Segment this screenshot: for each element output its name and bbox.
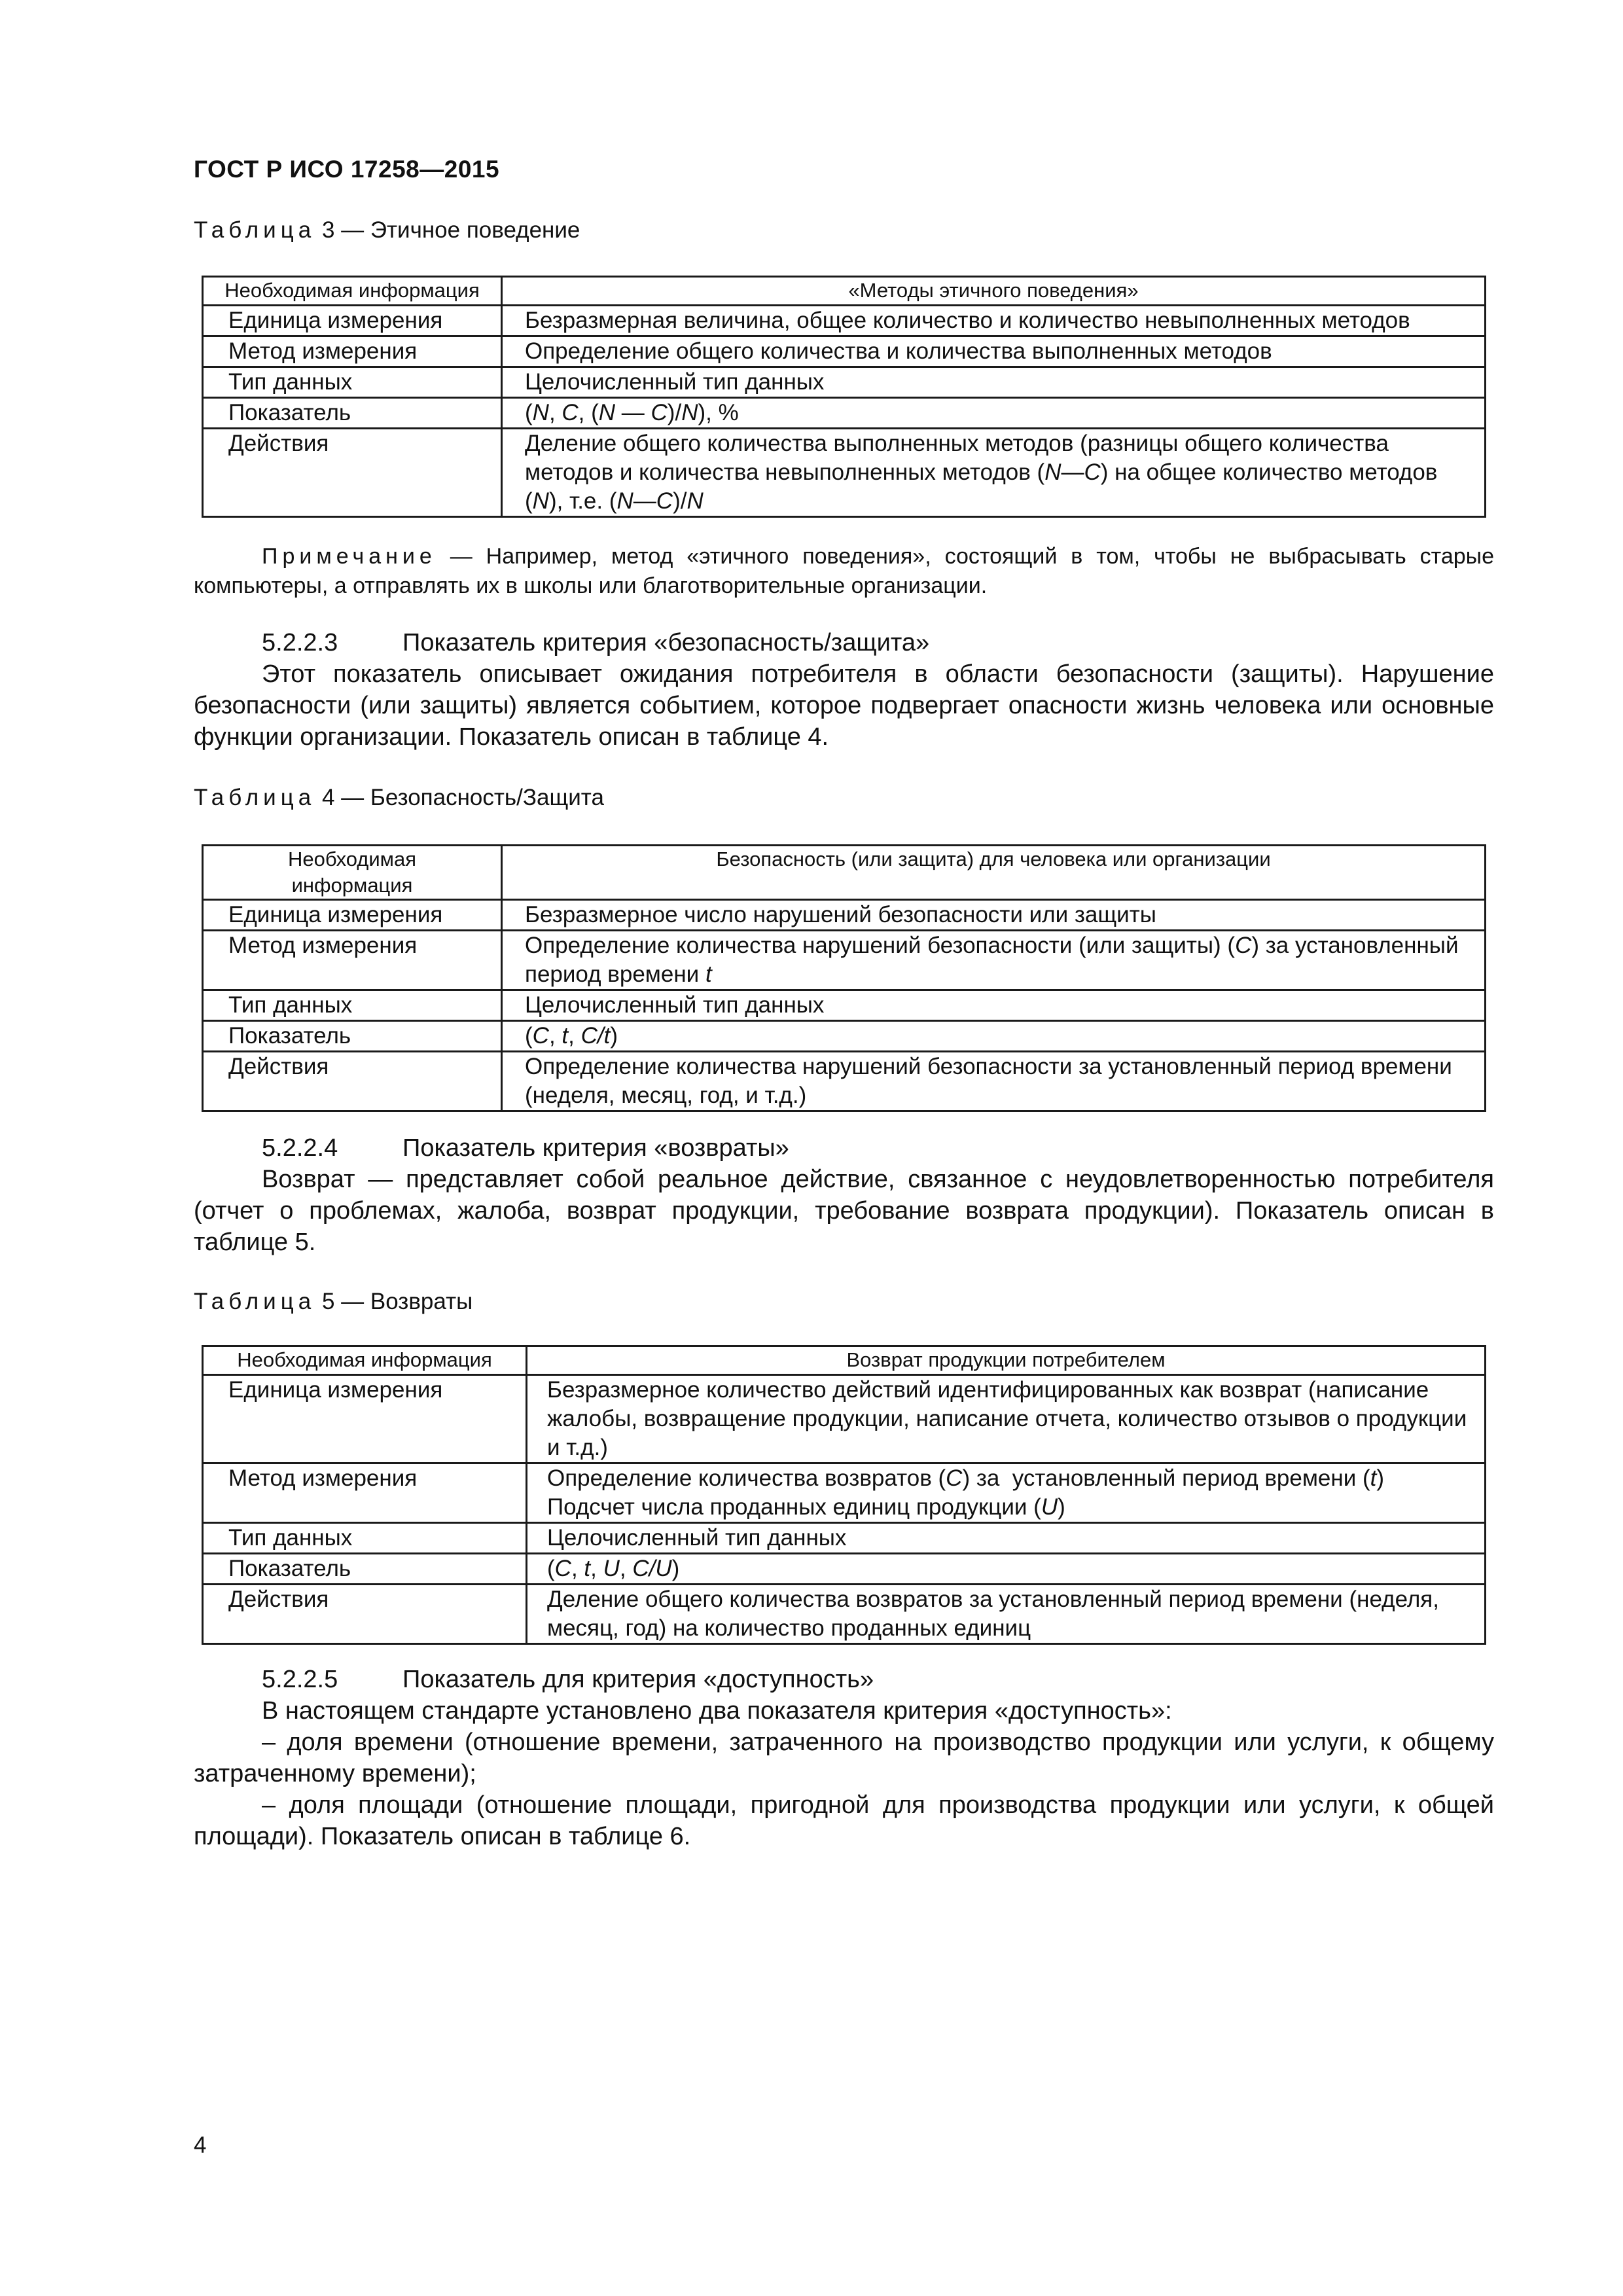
list-item: – доля времени (отношение времени, затраченного на производство продукции или услуги, к общему затраченному времени);: [194, 1729, 1494, 1787]
note-text: — Например, метод «этичного поведения», состоящий в том, чтобы не выбрасывать старые компьютеры, а отправлять их в школы или благотворительные организации.: [194, 544, 1494, 598]
table-header-cell: Необходимая информация: [203, 277, 502, 306]
row-label: Действия: [203, 1052, 502, 1111]
table-3-note: [194, 542, 1494, 601]
row-label: Единица измерения: [203, 1375, 527, 1463]
caption-prefix: Таблица: [194, 217, 316, 243]
row-label: Показатель: [203, 1021, 502, 1052]
row-value: Определение общего количества и количества выполненных методов: [502, 336, 1486, 367]
row-label: Действия: [203, 429, 502, 517]
row-label: Показатель: [203, 1554, 527, 1585]
row-label: Метод измерения: [203, 336, 502, 367]
row-value: Определение количества нарушений безопасности за установленный период времени (неделя, месяц, год, и т.д.): [502, 1052, 1486, 1111]
row-value: Безразмерное количество действий идентифицированных как возврат (написание жалобы, возвращение продукции, написание отчета, количество отзывов о продукции и т.д.): [527, 1375, 1486, 1463]
section-number: 5.2.2.3: [262, 629, 338, 656]
table-header-cell: Необходимая информация: [203, 1346, 527, 1375]
row-value: Целочисленный тип данных: [502, 367, 1486, 398]
section-number: 5.2.2.4: [262, 1134, 338, 1162]
row-label: Метод измерения: [203, 931, 502, 990]
row-label: Тип данных: [203, 990, 502, 1021]
row-value: Безразмерное число нарушений безопасности или защиты: [502, 900, 1486, 931]
row-value-line-1: Определение количества возвратов (C) за установленный период времени (t): [547, 1465, 1385, 1491]
table-4-caption: [194, 782, 604, 814]
section-title: Показатель критерия «безопасность/защита»: [402, 629, 930, 656]
row-label: Действия: [203, 1585, 527, 1644]
table-header-cell: «Методы этичного поведения»: [502, 277, 1486, 306]
section-title: Показатель для критерия «доступность»: [402, 1666, 874, 1693]
section-heading-5223: [262, 627, 929, 658]
row-value-line-2: Подсчет числа проданных единиц продукции (U): [547, 1494, 1065, 1520]
list-item: – доля площади (отношение площади, пригодной для производства продукции или услуги, к общей площади). Показатель описан в таблице 6.: [194, 1791, 1494, 1850]
table-3: [202, 276, 1486, 518]
row-value: Целочисленный тип данных: [527, 1523, 1486, 1554]
caption-text: 5 — Возвраты: [315, 1289, 473, 1314]
section-heading-5225: [262, 1664, 874, 1695]
paragraph: Возврат — представляет собой реальное действие, связанное с неудовлетворенностью потребителя (отчет о проблемах, жалоба, возврат продукции, требование возврата продукции). Показатель описан в таблице 5.: [194, 1166, 1494, 1256]
table-header-cell: Безопасность (или защита) для человека или организации: [502, 846, 1486, 900]
section-number: 5.2.2.5: [262, 1666, 338, 1693]
section-text-5225: [194, 1695, 1494, 1852]
note-prefix: Примечание: [262, 544, 437, 569]
section-text-5223: [194, 658, 1494, 753]
row-label: Показатель: [203, 398, 502, 429]
document-header: ГОСТ Р ИСО 17258—2015: [194, 156, 500, 183]
table-5: [202, 1345, 1486, 1645]
row-value: (C, t, C/t): [502, 1021, 1486, 1052]
section-heading-5224: [262, 1132, 789, 1164]
section-text-5224: [194, 1164, 1494, 1258]
caption-prefix: Таблица: [194, 1289, 316, 1314]
row-value: Деление общего количества выполненных методов (разницы общего количества методов и количества невыполненных методов (N—C) на общее количество методов (N), т.е. (N—C)/N: [502, 429, 1486, 517]
table-header-cell: Необходимая информация: [203, 846, 502, 900]
table-header-cell: Возврат продукции потребителем: [527, 1346, 1486, 1375]
row-label: Тип данных: [203, 1523, 527, 1554]
caption-text: 4 — Безопасность/Защита: [315, 785, 604, 810]
row-value: Определение количества нарушений безопасности (или защиты) (C) за установленный период времени t: [502, 931, 1486, 990]
page-number: 4: [194, 2132, 207, 2158]
row-value: (C, t, U, C/U): [527, 1554, 1486, 1585]
table-5-caption: [194, 1286, 473, 1318]
paragraph: В настоящем стандарте установлено два показателя критерия «доступность»:: [262, 1697, 1172, 1725]
caption-prefix: Таблица: [194, 785, 316, 810]
caption-text: 3 — Этичное поведение: [315, 217, 580, 243]
row-value: Целочисленный тип данных: [502, 990, 1486, 1021]
row-value: Безразмерная величина, общее количество и количество невыполненных методов: [502, 306, 1486, 336]
row-label: Тип данных: [203, 367, 502, 398]
row-label: Единица измерения: [203, 900, 502, 931]
row-value: (N, C, (N — C)/N), %: [502, 398, 1486, 429]
table-3-caption: [194, 215, 580, 246]
table-4: [202, 844, 1486, 1112]
paragraph: Этот показатель описывает ожидания потребителя в области безопасности (защиты). Нарушение безопасности (или защиты) является событием, которое подвергает опасности жизнь человека или основные функции организации. Показатель описан в таблице 4.: [194, 660, 1494, 751]
row-label: Единица измерения: [203, 306, 502, 336]
row-value: [527, 1463, 1486, 1523]
row-label: Метод измерения: [203, 1463, 527, 1523]
section-title: Показатель критерия «возвраты»: [402, 1134, 789, 1162]
row-value: Деление общего количества возвратов за установленный период времени (неделя, месяц, год) на количество проданных единиц: [527, 1585, 1486, 1644]
